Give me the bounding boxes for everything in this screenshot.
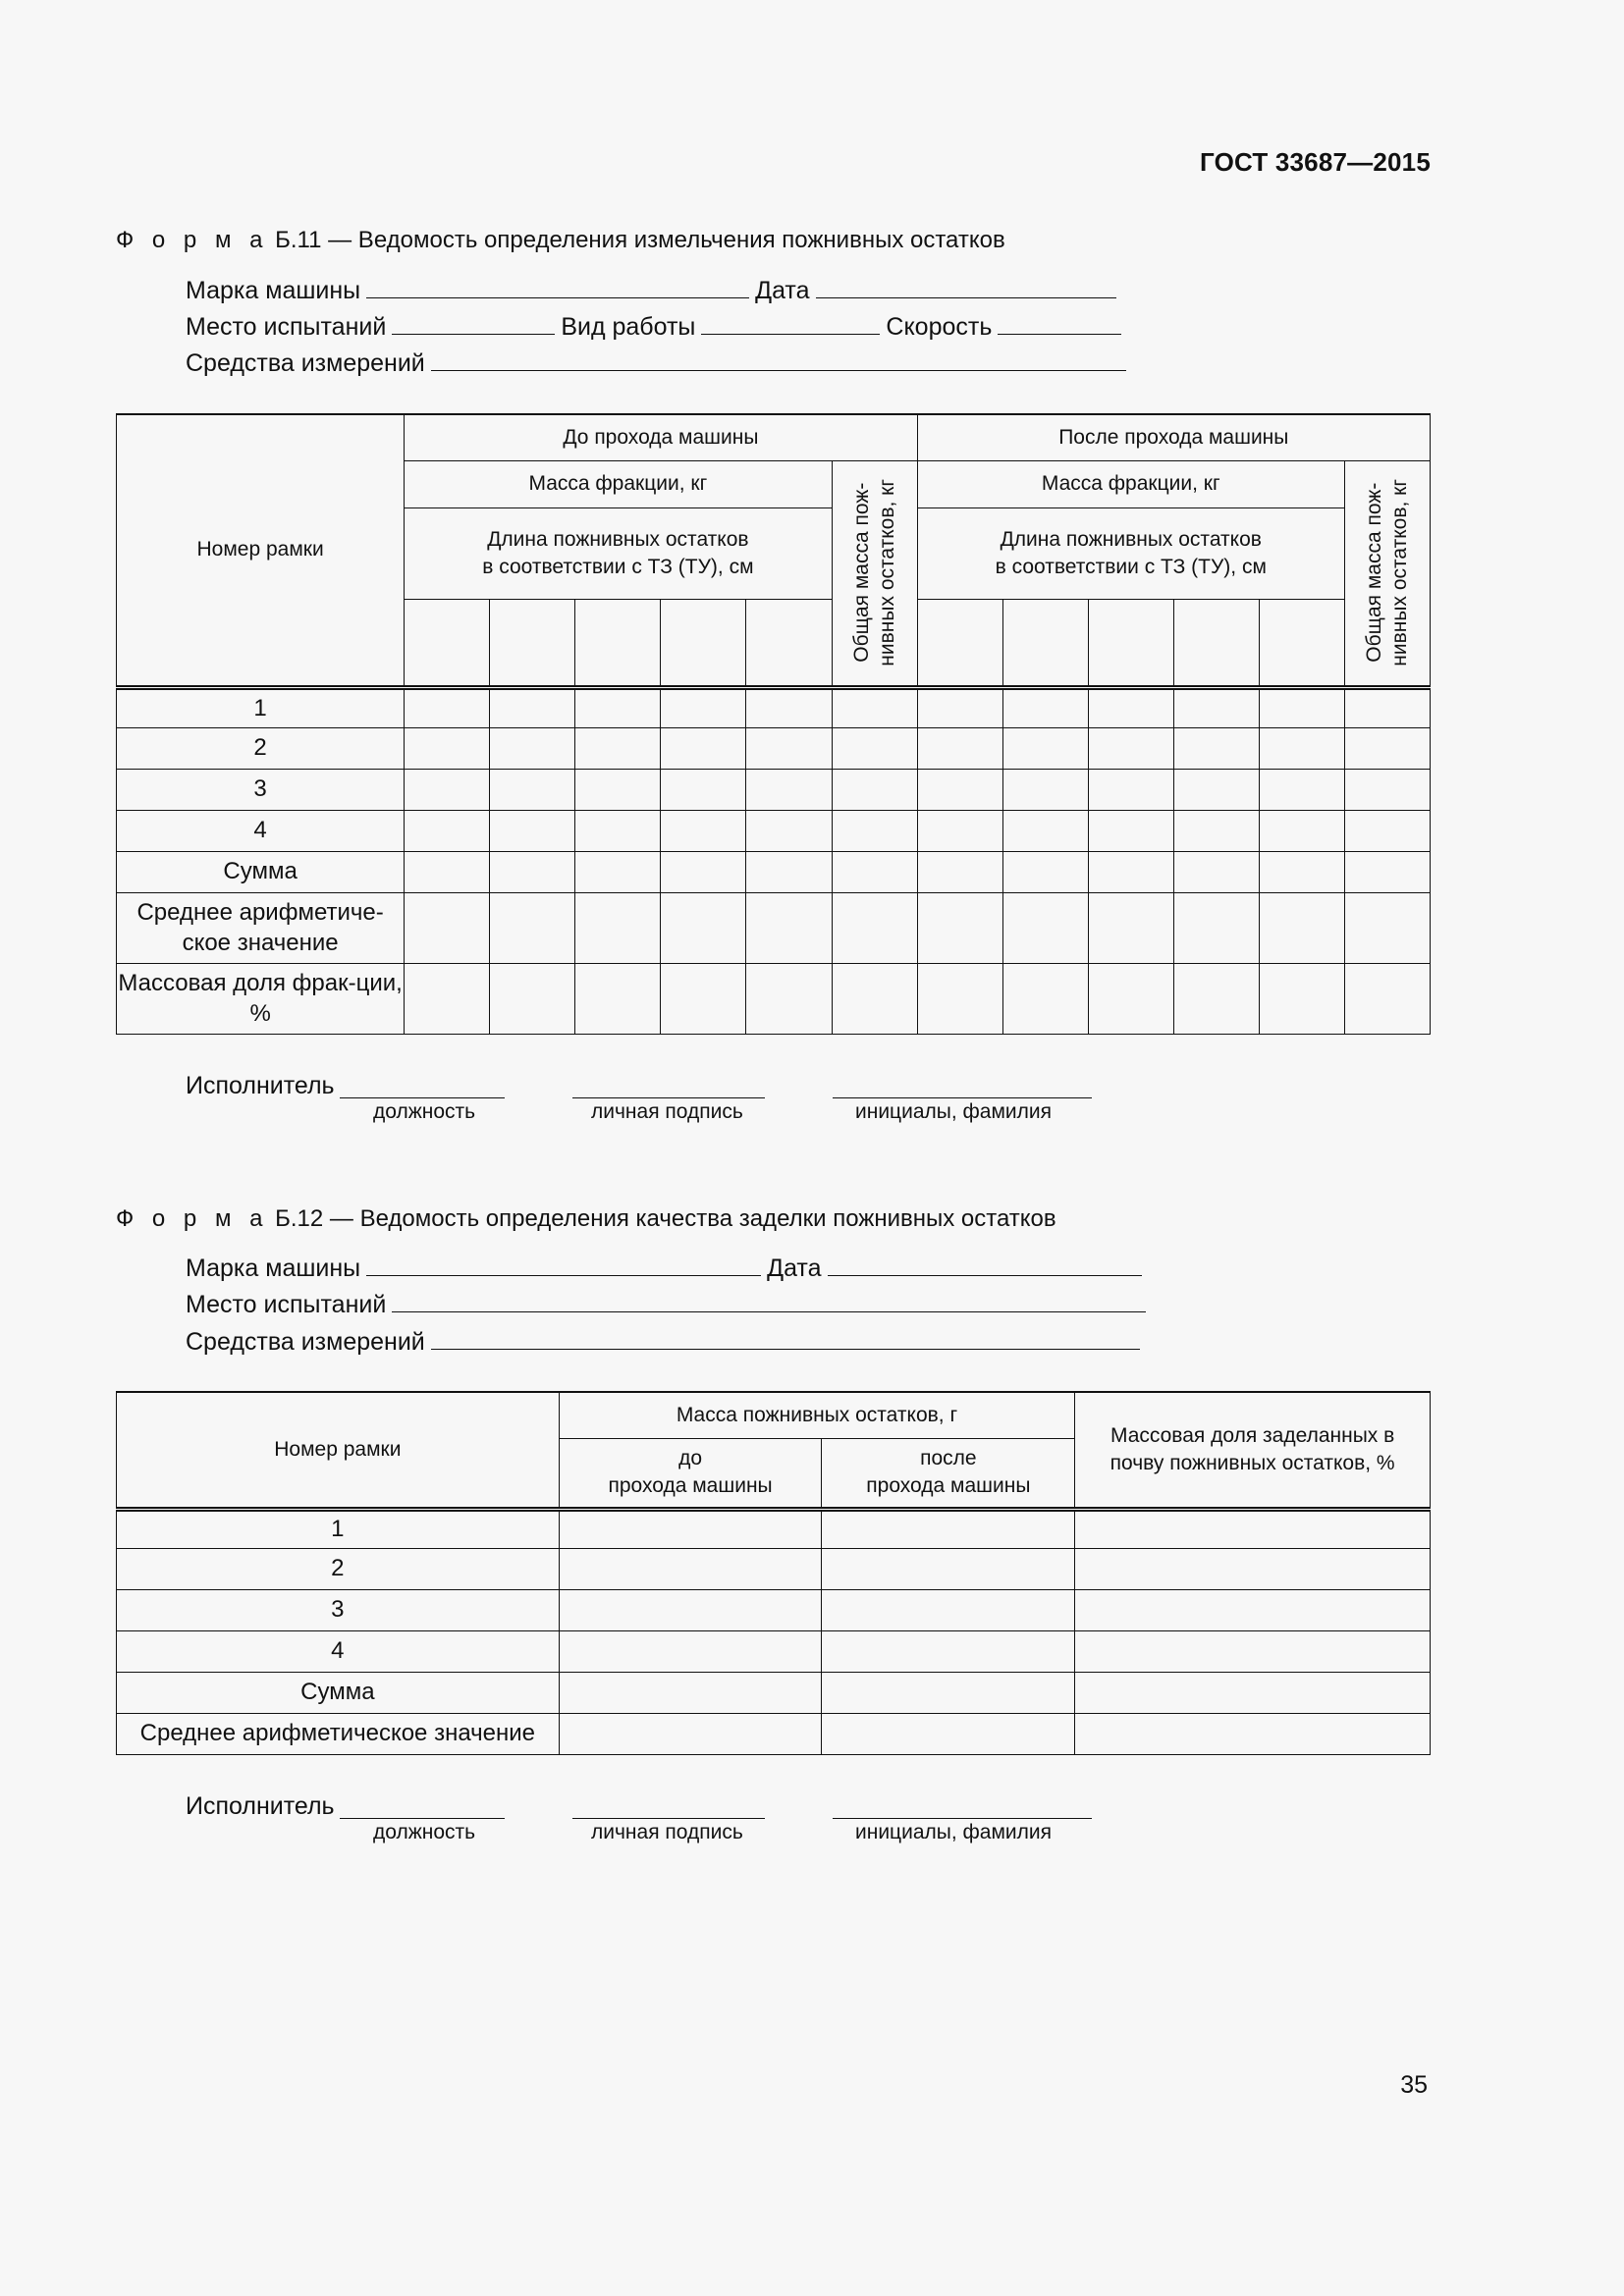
form-11-title-prefix: Ф о р м а	[116, 227, 269, 253]
before-length-cell[interactable]	[746, 599, 832, 687]
data-cell[interactable]	[1075, 1548, 1431, 1589]
share-header: Массовая доля заделанных в почву пожнивных остатков, %	[1075, 1392, 1431, 1509]
data-cell[interactable]	[917, 810, 1002, 851]
form-11-title	[116, 227, 1005, 254]
data-cell[interactable]	[1344, 892, 1430, 963]
signature-blank[interactable]	[572, 1794, 765, 1819]
data-cell[interactable]	[405, 810, 490, 851]
data-cell[interactable]	[405, 769, 490, 810]
data-cell[interactable]	[1259, 687, 1344, 727]
data-cell[interactable]	[917, 851, 1002, 892]
data-cell[interactable]	[405, 727, 490, 769]
position-blank[interactable]	[340, 1074, 505, 1098]
data-cell[interactable]	[746, 963, 832, 1034]
row-label: 1	[117, 1509, 560, 1548]
data-cell[interactable]	[1344, 851, 1430, 892]
data-cell[interactable]	[822, 1509, 1075, 1548]
form-11-field-row-1	[186, 276, 1122, 305]
table-row	[117, 1589, 1431, 1630]
name-blank[interactable]	[833, 1794, 1092, 1819]
table-row	[117, 727, 1431, 769]
speed-blank[interactable]	[998, 312, 1121, 335]
data-cell[interactable]	[1075, 1630, 1431, 1672]
data-cell[interactable]	[1173, 810, 1259, 851]
data-cell[interactable]	[1259, 727, 1344, 769]
form-11-title-text: Б.11 — Ведомость определения измельчения пожнивных остатков	[268, 227, 1005, 253]
data-cell[interactable]	[1002, 851, 1088, 892]
page-number: 35	[1400, 2071, 1428, 2099]
after-total-mass-header	[1344, 460, 1430, 687]
row-label: 4	[117, 810, 405, 851]
frame-number-header: Номер рамки	[117, 414, 405, 687]
data-cell[interactable]	[575, 963, 661, 1034]
name-blank[interactable]	[833, 1074, 1092, 1098]
data-cell[interactable]	[1075, 1509, 1431, 1548]
data-cell[interactable]	[832, 727, 917, 769]
position-caption: должность	[373, 1821, 476, 1843]
data-cell[interactable]	[1173, 727, 1259, 769]
signature-caption: личная подпись	[591, 1821, 743, 1843]
data-cell[interactable]	[1344, 963, 1430, 1034]
form-12-title	[116, 1205, 1056, 1233]
data-cell[interactable]	[559, 1672, 822, 1713]
data-cell[interactable]	[1002, 769, 1088, 810]
data-cell[interactable]	[917, 687, 1002, 727]
data-cell[interactable]	[405, 963, 490, 1034]
data-cell[interactable]	[559, 1713, 822, 1754]
data-cell[interactable]	[1259, 810, 1344, 851]
data-cell[interactable]	[832, 892, 917, 963]
data-cell[interactable]	[1075, 1672, 1431, 1713]
data-cell[interactable]	[490, 963, 575, 1034]
data-cell[interactable]	[832, 963, 917, 1034]
before-length-cell[interactable]	[405, 599, 490, 687]
row-label: 2	[117, 1548, 560, 1589]
data-cell[interactable]	[575, 769, 661, 810]
data-cell[interactable]	[822, 1548, 1075, 1589]
after-fraction-mass-header: Масса фракции, кг	[917, 460, 1344, 507]
data-cell[interactable]	[1075, 1713, 1431, 1754]
form-12-table	[116, 1391, 1431, 1755]
after-length-cell[interactable]	[1259, 599, 1344, 687]
data-cell[interactable]	[832, 810, 917, 851]
data-cell[interactable]	[746, 851, 832, 892]
data-cell[interactable]	[746, 769, 832, 810]
data-cell[interactable]	[917, 892, 1002, 963]
date-blank[interactable]	[816, 276, 1116, 298]
data-cell[interactable]	[822, 1589, 1075, 1630]
place-blank[interactable]	[392, 312, 555, 335]
executor-label: Исполнитель	[186, 1792, 335, 1820]
after-length-cell[interactable]	[917, 599, 1002, 687]
data-cell[interactable]	[1002, 963, 1088, 1034]
data-cell[interactable]	[746, 810, 832, 851]
table-row	[117, 810, 1431, 851]
data-cell[interactable]	[575, 851, 661, 892]
data-cell[interactable]	[1088, 727, 1173, 769]
signature-blank[interactable]	[572, 1074, 765, 1098]
place-label: Место испытаний	[186, 313, 387, 341]
table-row	[117, 769, 1431, 810]
data-cell[interactable]	[822, 1713, 1075, 1754]
date-blank[interactable]	[828, 1254, 1142, 1276]
form-12-field-row-2	[186, 1290, 1152, 1319]
data-cell[interactable]	[822, 1630, 1075, 1672]
row-label: 1	[117, 687, 405, 727]
data-cell[interactable]	[746, 727, 832, 769]
data-cell[interactable]	[917, 769, 1002, 810]
data-cell[interactable]	[1173, 687, 1259, 727]
data-cell[interactable]	[1344, 727, 1430, 769]
after-length-cell[interactable]	[1173, 599, 1259, 687]
data-cell[interactable]	[1075, 1589, 1431, 1630]
data-cell[interactable]	[1173, 769, 1259, 810]
data-cell[interactable]	[575, 810, 661, 851]
data-cell[interactable]	[490, 727, 575, 769]
table-row-sum	[117, 851, 1431, 892]
data-cell[interactable]	[559, 1509, 822, 1548]
data-cell[interactable]	[490, 810, 575, 851]
data-cell[interactable]	[1259, 851, 1344, 892]
data-cell[interactable]	[917, 727, 1002, 769]
after-pass-header: После прохода машины	[917, 414, 1430, 460]
machine-label: Марка машины	[186, 277, 361, 304]
before-total-mass-header	[832, 460, 917, 687]
row-label: 3	[117, 1589, 560, 1630]
data-cell[interactable]	[490, 892, 575, 963]
form-11-field-row-3	[186, 348, 1132, 378]
table-row-mean	[117, 892, 1431, 963]
data-cell[interactable]	[559, 1548, 822, 1589]
form-11-table	[116, 413, 1431, 1035]
mean-label: Среднее арифметическое значение	[117, 1713, 560, 1754]
data-cell[interactable]	[1344, 810, 1430, 851]
form-11-field-row-2	[186, 312, 1127, 342]
data-cell[interactable]	[405, 687, 490, 727]
form-12-title-prefix: Ф о р м а	[116, 1205, 269, 1232]
data-cell[interactable]	[1173, 851, 1259, 892]
data-cell[interactable]	[1173, 892, 1259, 963]
place-label: Место испытаний	[186, 1291, 387, 1318]
means-label: Средства измерений	[186, 1328, 425, 1356]
means-blank[interactable]	[431, 348, 1126, 371]
data-cell[interactable]	[661, 963, 746, 1034]
data-cell[interactable]	[490, 851, 575, 892]
table-row	[117, 1509, 1431, 1548]
table-row	[117, 687, 1431, 727]
machine-label: Марка машины	[186, 1255, 361, 1282]
after-pass-header: после прохода машины	[822, 1438, 1075, 1509]
machine-blank[interactable]	[366, 1254, 761, 1276]
row-label: 4	[117, 1630, 560, 1672]
data-cell[interactable]	[1002, 727, 1088, 769]
before-total-mass-text: Общая масса пож- нивных остатков, кг	[849, 479, 898, 667]
data-cell[interactable]	[1088, 851, 1173, 892]
share-label: Массовая доля фрак-ции, %	[117, 963, 405, 1034]
data-cell[interactable]	[661, 727, 746, 769]
data-cell[interactable]	[832, 851, 917, 892]
data-cell[interactable]	[1088, 769, 1173, 810]
work-label: Вид работы	[561, 313, 696, 341]
data-cell[interactable]	[746, 687, 832, 727]
data-cell[interactable]	[661, 851, 746, 892]
data-cell[interactable]	[661, 810, 746, 851]
data-cell[interactable]	[559, 1589, 822, 1630]
data-cell[interactable]	[822, 1672, 1075, 1713]
before-pass-header: до прохода машины	[559, 1438, 822, 1509]
data-cell[interactable]	[1088, 687, 1173, 727]
after-length-cell[interactable]	[1002, 599, 1088, 687]
before-length-cell[interactable]	[661, 599, 746, 687]
form-12-title-text: Б.12 — Ведомость определения качества заделки пожнивных остатков	[268, 1205, 1056, 1232]
before-fraction-mass-header: Масса фракции, кг	[405, 460, 832, 507]
executor-label: Исполнитель	[186, 1072, 335, 1099]
before-length-header: Длина пожнивных остатков в соответствии с ТЗ (ТУ), см	[405, 507, 832, 599]
data-cell[interactable]	[490, 687, 575, 727]
work-blank[interactable]	[701, 312, 880, 335]
table-row	[117, 1630, 1431, 1672]
data-cell[interactable]	[1173, 963, 1259, 1034]
position-caption: должность	[373, 1100, 476, 1123]
signature-caption: личная подпись	[591, 1100, 743, 1123]
date-label: Дата	[767, 1255, 822, 1282]
data-cell[interactable]	[1002, 892, 1088, 963]
data-cell[interactable]	[1002, 810, 1088, 851]
after-total-mass-text: Общая масса пож- нивных остатков, кг	[1362, 479, 1411, 667]
table-row-share	[117, 963, 1431, 1034]
data-cell[interactable]	[1088, 963, 1173, 1034]
data-cell[interactable]	[405, 892, 490, 963]
data-cell[interactable]	[746, 892, 832, 963]
data-cell[interactable]	[832, 769, 917, 810]
data-cell[interactable]	[661, 892, 746, 963]
data-cell[interactable]	[575, 892, 661, 963]
data-cell[interactable]	[575, 687, 661, 727]
data-cell[interactable]	[832, 687, 917, 727]
sum-label: Сумма	[117, 851, 405, 892]
name-caption: инициалы, фамилия	[855, 1821, 1052, 1843]
data-cell[interactable]	[575, 727, 661, 769]
name-caption: инициалы, фамилия	[855, 1100, 1052, 1123]
data-cell[interactable]	[1088, 892, 1173, 963]
place-blank[interactable]	[392, 1290, 1146, 1312]
table-row	[117, 1548, 1431, 1589]
before-pass-header: До прохода машины	[405, 414, 917, 460]
data-cell[interactable]	[1088, 810, 1173, 851]
data-cell[interactable]	[1344, 687, 1430, 727]
form-12-field-row-1	[186, 1254, 1148, 1283]
data-cell[interactable]	[1259, 892, 1344, 963]
after-length-cell[interactable]	[1088, 599, 1173, 687]
form-12-field-row-3	[186, 1327, 1146, 1357]
table-row-sum	[117, 1672, 1431, 1713]
sum-label: Сумма	[117, 1672, 560, 1713]
frame-number-header: Номер рамки	[117, 1392, 560, 1509]
speed-label: Скорость	[886, 313, 993, 341]
after-length-header: Длина пожнивных остатков в соответствии с ТЗ (ТУ), см	[917, 507, 1344, 599]
row-label: 2	[117, 727, 405, 769]
data-cell[interactable]	[661, 769, 746, 810]
data-cell[interactable]	[405, 851, 490, 892]
data-cell[interactable]	[917, 963, 1002, 1034]
data-cell[interactable]	[1259, 769, 1344, 810]
table-row-mean	[117, 1713, 1431, 1754]
position-blank[interactable]	[340, 1794, 505, 1819]
before-length-cell[interactable]	[575, 599, 661, 687]
before-length-cell[interactable]	[490, 599, 575, 687]
data-cell[interactable]	[1259, 963, 1344, 1034]
date-label: Дата	[755, 277, 810, 304]
data-cell[interactable]	[661, 687, 746, 727]
mean-label: Среднее арифметиче-ское значение	[117, 892, 405, 963]
data-cell[interactable]	[1344, 769, 1430, 810]
row-label: 3	[117, 769, 405, 810]
machine-blank[interactable]	[366, 276, 749, 298]
data-cell[interactable]	[559, 1630, 822, 1672]
data-cell[interactable]	[1002, 687, 1088, 727]
data-cell[interactable]	[490, 769, 575, 810]
document-code: ГОСТ 33687—2015	[1200, 147, 1431, 177]
mass-header: Масса пожнивных остатков, г	[559, 1392, 1075, 1438]
means-blank[interactable]	[431, 1327, 1140, 1350]
means-label: Средства измерений	[186, 349, 425, 377]
